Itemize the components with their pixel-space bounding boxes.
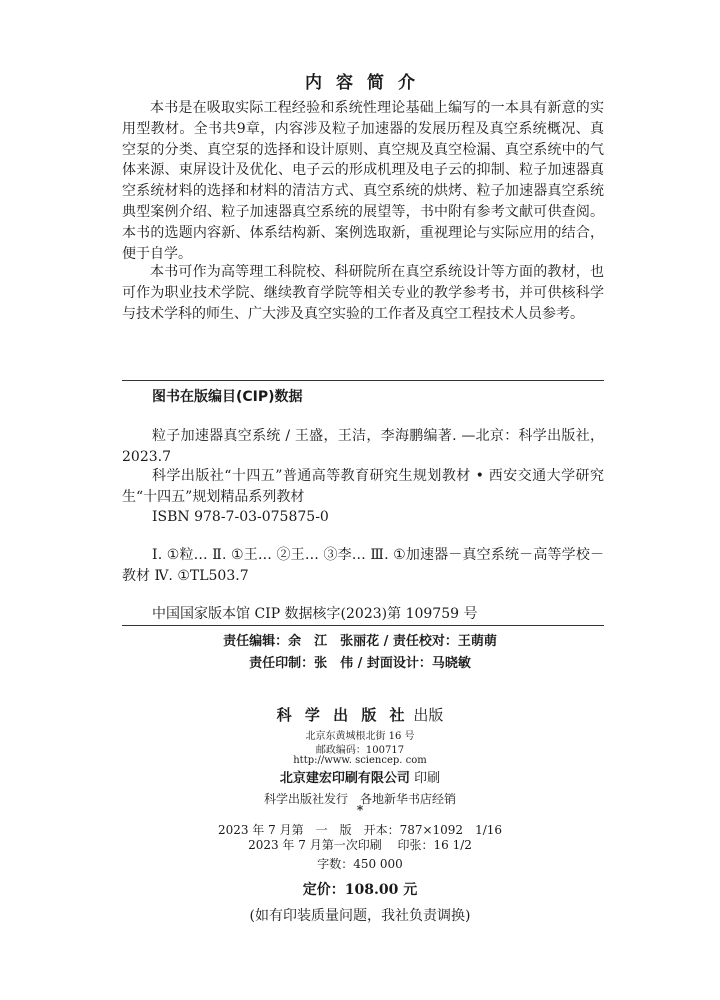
divider [122,625,604,626]
printer-line [0,767,720,786]
price: 定价：108.00 元 [302,882,418,898]
publisher-name: 科 学 出 版 社 [276,706,409,724]
page-title: 内容简介 [305,73,429,93]
cip-heading: 图书在版编目(CIP)数据 [152,389,303,405]
publisher-website: http://www. sciencep. com [293,755,427,766]
quality-notice: (如有印装质量问题，我社负责调换) [249,908,471,924]
summary-paragraph-2: 本书可作为高等理工科院校、科研院所在真空系统设计等方面的教材，也可作为职业技术学院、继续教育学院等相关专业的教学参考书，并可供核科学与技术学科的师生、广大涉及真空实验的工作者及真空工程技术人员参考。 [122,264,604,322]
distribution: 科学出版社发行 各地新华书店经销 [263,792,456,806]
edition-info: 2023 年 7 月第 一 版 开本：787×1092 1/16 [217,823,503,837]
publisher-line [0,704,720,725]
cip-entry: 粒子加速器真空系统 / 王盛，王洁，李海鹏编著. —北京：科学出版社，2023.7 [122,428,604,465]
cip-classification: Ⅰ. ①粒… Ⅱ. ①王… ②王… ③李… Ⅲ. ①加速器－真空系统－高等学校－教材 Ⅳ. ①TL503.7 [122,547,604,584]
publisher-suffix: 出版 [413,706,444,724]
cip-isbn: ISBN 978-7-03-075875-0 [152,509,329,525]
credits-line-2: 责任印制：张 伟 / 封面设计：马晓敏 [249,656,471,671]
credits-line-1: 责任编辑：余 江 张丽花 / 责任校对：王萌萌 [223,634,497,649]
word-count: 字数：450 000 [317,857,403,871]
separator-star: * [356,803,364,817]
printing-info: 2023 年 7 月第一次印刷 印张：16 1/2 [248,838,472,852]
cip-core-number: 中国国家版本馆 CIP 数据核字(2023)第 109759 号 [152,606,478,622]
publisher-address: 北京东黄城根北街 16 号 [305,731,415,742]
divider [122,380,604,381]
printer-suffix: 印刷 [414,771,441,786]
printer-name: 北京建宏印刷有限公司 [279,771,410,786]
publisher-postcode: 邮政编码：100717 [315,745,405,756]
cip-series: 科学出版社“十四五”普通高等教育研究生规划教材 • 西安交通大学研究生“十四五”规划精品系列教材 [122,468,604,505]
summary-paragraph-1: 本书是在吸取实际工程经验和系统性理论基础上编写的一本具有新意的实用型教材。全书共9章，内容涉及粒子加速器的发展历程及真空系统概况、真空泵的分类、真空泵的选择和设计原则、真空规及真空检漏、真空系统中的气体来源、束屏设计及优化、电子云的形成机理及电子云的抑制、粒子加速器真空系统材料的选择和材料的清洁方式、真空系统的烘烤、粒子加速器真空系统典型案例介绍、粒子加速器真空系统的展望等，书中附有参考文献可供查阅。本书的选题内容新、体系结构新、案例选取新，重视理论与实际应用的结合，便于自学。 [122,100,604,262]
